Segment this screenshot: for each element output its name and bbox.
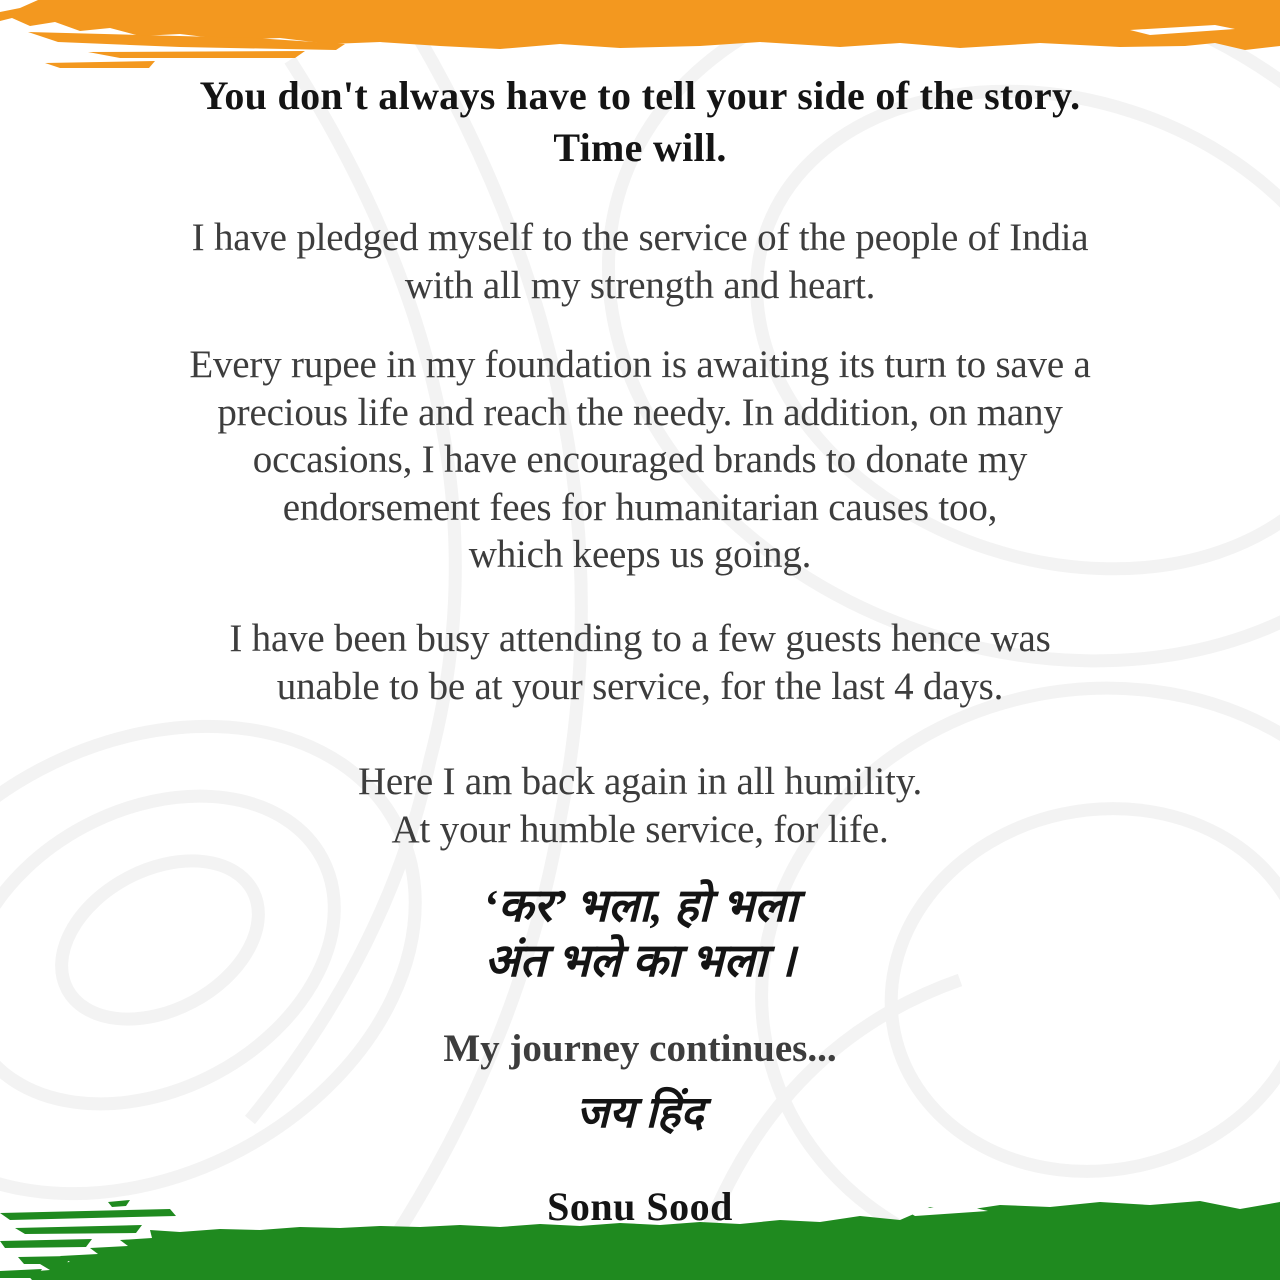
signature: Sonu Sood xyxy=(547,1184,733,1230)
jai-hind-line: जय हिंद xyxy=(576,1087,704,1137)
text-line: You don't always have to tell your side of the story. xyxy=(199,73,1081,118)
hindi-couplet xyxy=(20,879,1260,988)
paragraph-foundation xyxy=(20,341,1260,579)
journey-line: My journey continues... xyxy=(443,1026,837,1070)
text-line: Time will. xyxy=(553,125,727,170)
text-line: Every rupee in my foundation is awaiting its turn to save a xyxy=(189,343,1091,387)
text-line: At your humble service, for life. xyxy=(391,807,889,851)
text-line: with all my strength and heart. xyxy=(404,263,876,307)
text-line: unable to be at your service, for the last 4 days. xyxy=(276,664,1004,708)
paragraph-pledge xyxy=(20,214,1260,309)
paragraph-guests xyxy=(20,615,1260,710)
text-line: Here I am back again in all humility. xyxy=(357,760,923,804)
text-line: अंत भले का भला । xyxy=(484,934,796,986)
text-line: ‘कर’ भला, हो भला xyxy=(482,880,798,932)
text-line: I have been busy attending to a few guests hence was xyxy=(229,617,1051,661)
paragraph-return xyxy=(20,758,1260,853)
text-line: precious life and reach the needy. In addition, on many xyxy=(217,390,1063,434)
text-line: occasions, I have encouraged brands to donate my xyxy=(252,438,1028,482)
text-line: I have pledged myself to the service of the people of India xyxy=(191,216,1089,259)
text-line: endorsement fees for humanitarian causes too, xyxy=(282,485,998,529)
headline xyxy=(20,70,1260,174)
text-line: which keeps us going. xyxy=(468,533,812,577)
